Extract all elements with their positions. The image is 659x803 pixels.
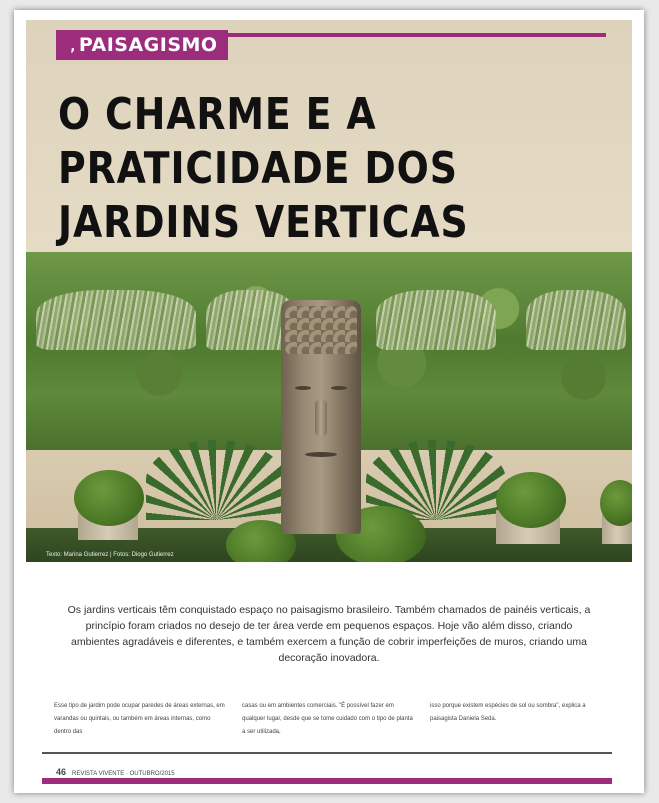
- buddha-nose: [315, 400, 327, 436]
- section-tag-line: [216, 33, 606, 37]
- headline-line-2: PRATICIDADE DOS: [58, 143, 458, 194]
- buddha-eye: [295, 386, 311, 390]
- section-tag-label: PAISAGISMO: [78, 34, 218, 56]
- hero-photo: [26, 20, 632, 562]
- body-column-1: Esse tipo de jardim pode ocupar paredes de áreas externas, em varandas ou quintais, ou também em áreas internas, como dentro das: [54, 703, 225, 735]
- buddha-hair: [285, 306, 357, 354]
- ornamental-grass: [376, 290, 496, 350]
- ornamental-grass: [36, 290, 196, 350]
- page-footer: [56, 767, 175, 777]
- footer-accent-bar: [42, 778, 612, 784]
- footer-text: REVISTA VIVENTE · OUTUBRO/2015: [72, 771, 175, 777]
- buddha-mouth: [305, 452, 337, 457]
- buddha-sculpture: [281, 300, 361, 534]
- body-column-3: isso porque existem espécies de sol ou sombra", explica a paisagista Daniela Seda.: [430, 703, 586, 722]
- body-columns: [54, 700, 604, 739]
- round-shrub: [496, 472, 566, 528]
- round-shrub: [600, 480, 632, 526]
- intro-paragraph: Os jardins verticais têm conquistado espaço no paisagismo brasileiro. Também chamados de painéis verticais, a princípio foram criados no desejo de ter área verde em pequenos espaços. Hoje vão além disso, criando ambientes agradáveis e diferentes, e também exercem a função de cobrir imperfeições de muros, criando uma decoração inovadora.: [67, 604, 591, 664]
- headline: [58, 88, 505, 250]
- palm-plant: [146, 440, 286, 520]
- headline-line-3: JARDINS VERTICAS: [58, 197, 469, 248]
- section-tag: [56, 30, 228, 60]
- ornamental-grass: [526, 290, 626, 350]
- headline-line-1: O CHARME E A: [58, 89, 377, 140]
- footer-divider: [42, 752, 612, 754]
- photo-credit: Texto: Marina Gutierrez | Fotos: Diogo Gutierrez: [46, 552, 174, 558]
- page-number: 46: [56, 767, 67, 777]
- body-column-2: casas ou em ambientes comerciais. "É possível fazer em qualquer lugar, desde que se tome cuidado com o tipo de planta a ser utilizada,: [242, 703, 413, 735]
- round-shrub: [74, 470, 144, 526]
- buddha-eye: [331, 386, 347, 390]
- magazine-page: [14, 10, 644, 793]
- quote-mark-icon: ‚: [70, 39, 76, 55]
